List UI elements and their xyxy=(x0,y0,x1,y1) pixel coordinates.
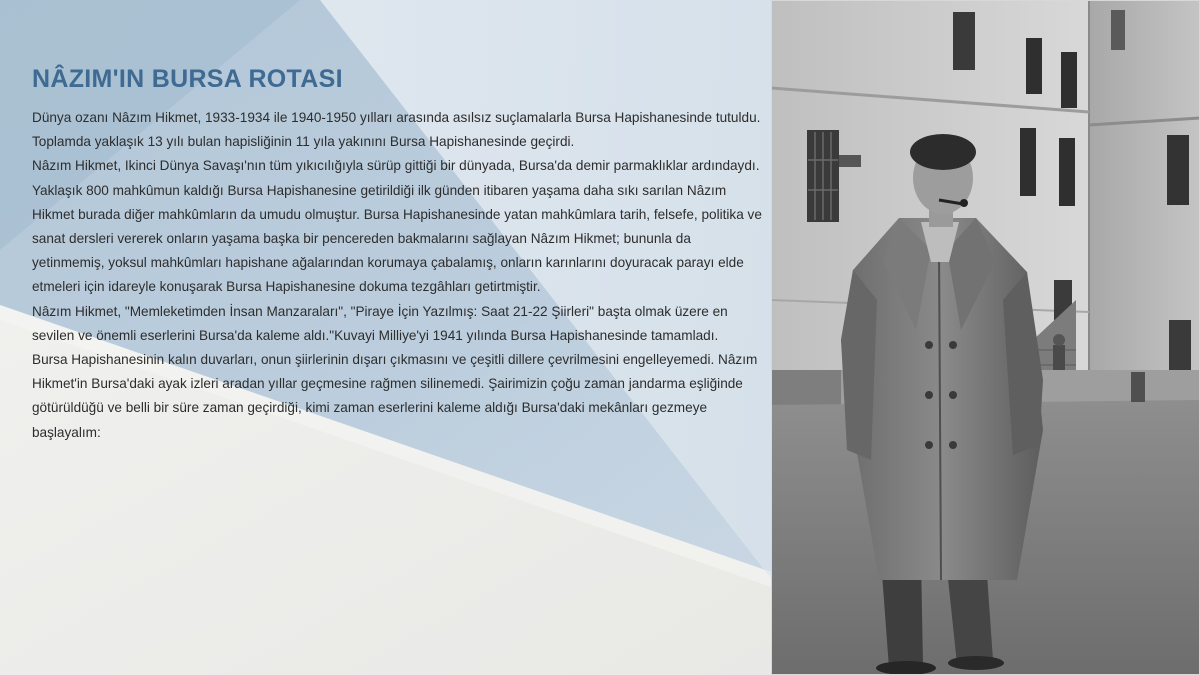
paragraph-2: Nâzım Hikmet, Ikinci Dünya Savaşı'nın tüm yıkıcılığıyla sürüp gittiği bir dünyada, Bursa'da demir parmaklıklar ardındaydı. xyxy=(32,158,760,174)
text-panel xyxy=(32,62,767,445)
body-text xyxy=(32,106,767,445)
paragraph-4: Nâzım Hikmet, "Memleketimden İnsan Manzaraları", "Piraye İçin Yazılmış: Saat 21-22 Şiirleri" başta olmak üzere en sevilen ve önemli eserlerini Bursa'da kaleme aldı."Kuvayi Milliye'yi 1941 yılında Bursa Hapishanesinde tamamladı. xyxy=(32,303,728,343)
paragraph-3: Yaklaşık 800 mahkûmun kaldığı Bursa Hapishanesine getirildiği ilk günden itibaren yaşama daha sıkı sarılan Nâzım Hikmet burada diğer mahkûmların da umudu olmuştur. Bursa Hapishanesinde yatan mahkûmlara tarih, felsefe, politika ve sanat dersleri vererek onların yaşama başka bir pencereden bakmalarını sağlayan Nâzım Hikmet; bununla da yetinmemiş, yoksul mahkûmları hapishane ağalarından korumaya çabalamış, onların karınlarını doyuracak parayı elde etmeleri için idareyle konuşarak Bursa Hapishanesine dokuma tezgâhları getirtmiştir. xyxy=(32,182,762,295)
portrait-photo xyxy=(771,0,1200,675)
page-title: NÂZIM'IN BURSA ROTASI xyxy=(32,65,343,93)
paragraph-5: Bursa Hapishanesinin kalın duvarları, onun şiirlerinin dışarı çıkmasını ve çeşitli dillere çevrilmesini engelleyemedi. Nâzım Hikmet'in Bursa'daki ayak izleri aradan yıllar geçmesine rağmen silinemedi. Şairimizin çoğu zaman jandarma eşliğinde götürüldüğü ve belli bir süre zaman geçirdiği, kimi zaman eserlerini kaleme aldığı Bursa'daki mekânları gezmeye başlayalım: xyxy=(32,352,758,440)
paragraph-1: Dünya ozanı Nâzım Hikmet, 1933-1934 ile 1940-1950 yılları arasında asılsız suçlamalarla Bursa Hapishanesinde tutuldu. Toplamda yaklaşık 13 yılı bulan hapisliğinin 11 yıla yakınını Bursa Hapishanesinde geçirdi. xyxy=(32,110,761,150)
